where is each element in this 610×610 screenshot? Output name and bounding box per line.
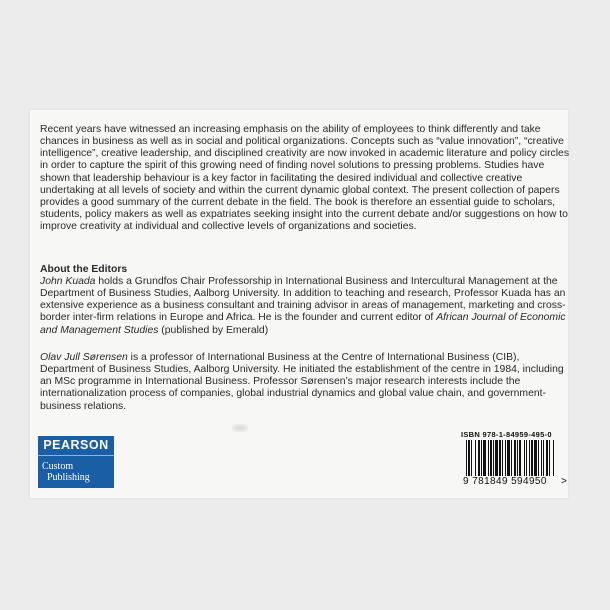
barcode-bar xyxy=(534,440,537,476)
barcode-bar xyxy=(475,440,476,476)
editor-2-name: Olav Jull Sørensen xyxy=(40,352,128,363)
barcode-bar xyxy=(507,440,510,476)
barcode-bar xyxy=(549,440,550,476)
barcode-bars xyxy=(466,440,562,476)
about-editors-heading: About the Editors xyxy=(40,264,128,275)
logo-divider xyxy=(38,455,114,456)
barcode-bar xyxy=(531,440,533,476)
barcode-bar xyxy=(514,440,516,476)
barcode-bar xyxy=(466,440,467,476)
isbn-label: ISBN 978-1-84959-495-0 xyxy=(461,430,552,439)
barcode-bar xyxy=(543,440,544,476)
barcode-bar xyxy=(553,440,554,476)
barcode-digits: 9 781849 594950 xyxy=(463,476,547,487)
barcode-arrow: > xyxy=(561,476,567,487)
journal-title: African Journal of Economic and Management Studies xyxy=(40,312,566,336)
barcode-bar xyxy=(488,440,489,476)
barcode-bar xyxy=(519,440,521,476)
barcode-bar xyxy=(517,440,518,476)
editor-2-bio xyxy=(40,352,570,413)
editor-2-text: is a professor of International Business at the Centre of International Business (CIB), Department of Business Studies, Aalborg University. He initiated the establishment of the centre in 1984, including an MSc programme in International Business. Professor Sørensen’s major research interests include the internationalization process of companies, global industrial dynamics and global value chain, and government-business relations. xyxy=(40,352,564,412)
barcode-bar xyxy=(499,440,501,476)
barcode-bar xyxy=(471,440,472,476)
barcode-bar xyxy=(546,440,548,476)
intro-paragraph: Recent years have witnessed an increasing emphasis on the ability of employees to think differently and take chances in business as well as in social and political organizations. Concepts such as “value innovation”, “creative intelligence”, creative leadership, and disciplined creativity are now invoked in academic literature and policy circles in order to capture the spirit of this growing need of finding novel solutions to pressing problems. Studies have shown that leadership behaviour is a key factor in facilitating the desired individual and collective creative undertaking at all levels of society and within the current dynamic global context. The present collection of papers provides a good summary of the current debate in the field. The book is therefore an essential guide to scholars, students, policy makers as well as expatriates seeking insight into the current debate and/or suggestions on how to improve creativity at individual and collective levels of organizations and societies. xyxy=(40,124,570,233)
barcode-bar xyxy=(526,440,527,476)
barcode-bar xyxy=(493,440,494,476)
barcode-bar xyxy=(524,440,525,476)
editor-1-name: John Kuada xyxy=(40,276,96,287)
logo-line-1: Custom xyxy=(42,461,74,472)
barcode-bar xyxy=(541,440,542,476)
logo-brand: PEARSON xyxy=(43,438,109,452)
editor-1-text-end: (published by Emerald) xyxy=(158,324,269,336)
barcode-bar xyxy=(502,440,503,476)
barcode-bar xyxy=(483,440,486,476)
editor-1-bio xyxy=(40,276,570,337)
print-smudge xyxy=(232,424,248,432)
barcode-bar xyxy=(468,440,470,476)
barcode-bar xyxy=(490,440,492,476)
barcode-bar xyxy=(511,440,512,476)
barcode-bar xyxy=(481,440,482,476)
barcode-bar xyxy=(478,440,480,476)
barcode-bar xyxy=(538,440,539,476)
pearson-logo xyxy=(38,436,114,488)
barcode-bar xyxy=(505,440,506,476)
logo-line-2: Publishing xyxy=(47,472,90,483)
barcode-bar xyxy=(495,440,498,476)
barcode-bar xyxy=(529,440,530,476)
editor-1-text: holds a Grundfos Chair Professorship in International Business and Intercultural Management at the Department of Business Studies, Aalborg University. In addition to teaching and research, Professor Kuada has an extensive experience as a business consultant and training advisor in areas of management, marketing and cross-border inter-firm relations in Europe and Africa. He is the founder and current editor of xyxy=(40,276,566,324)
